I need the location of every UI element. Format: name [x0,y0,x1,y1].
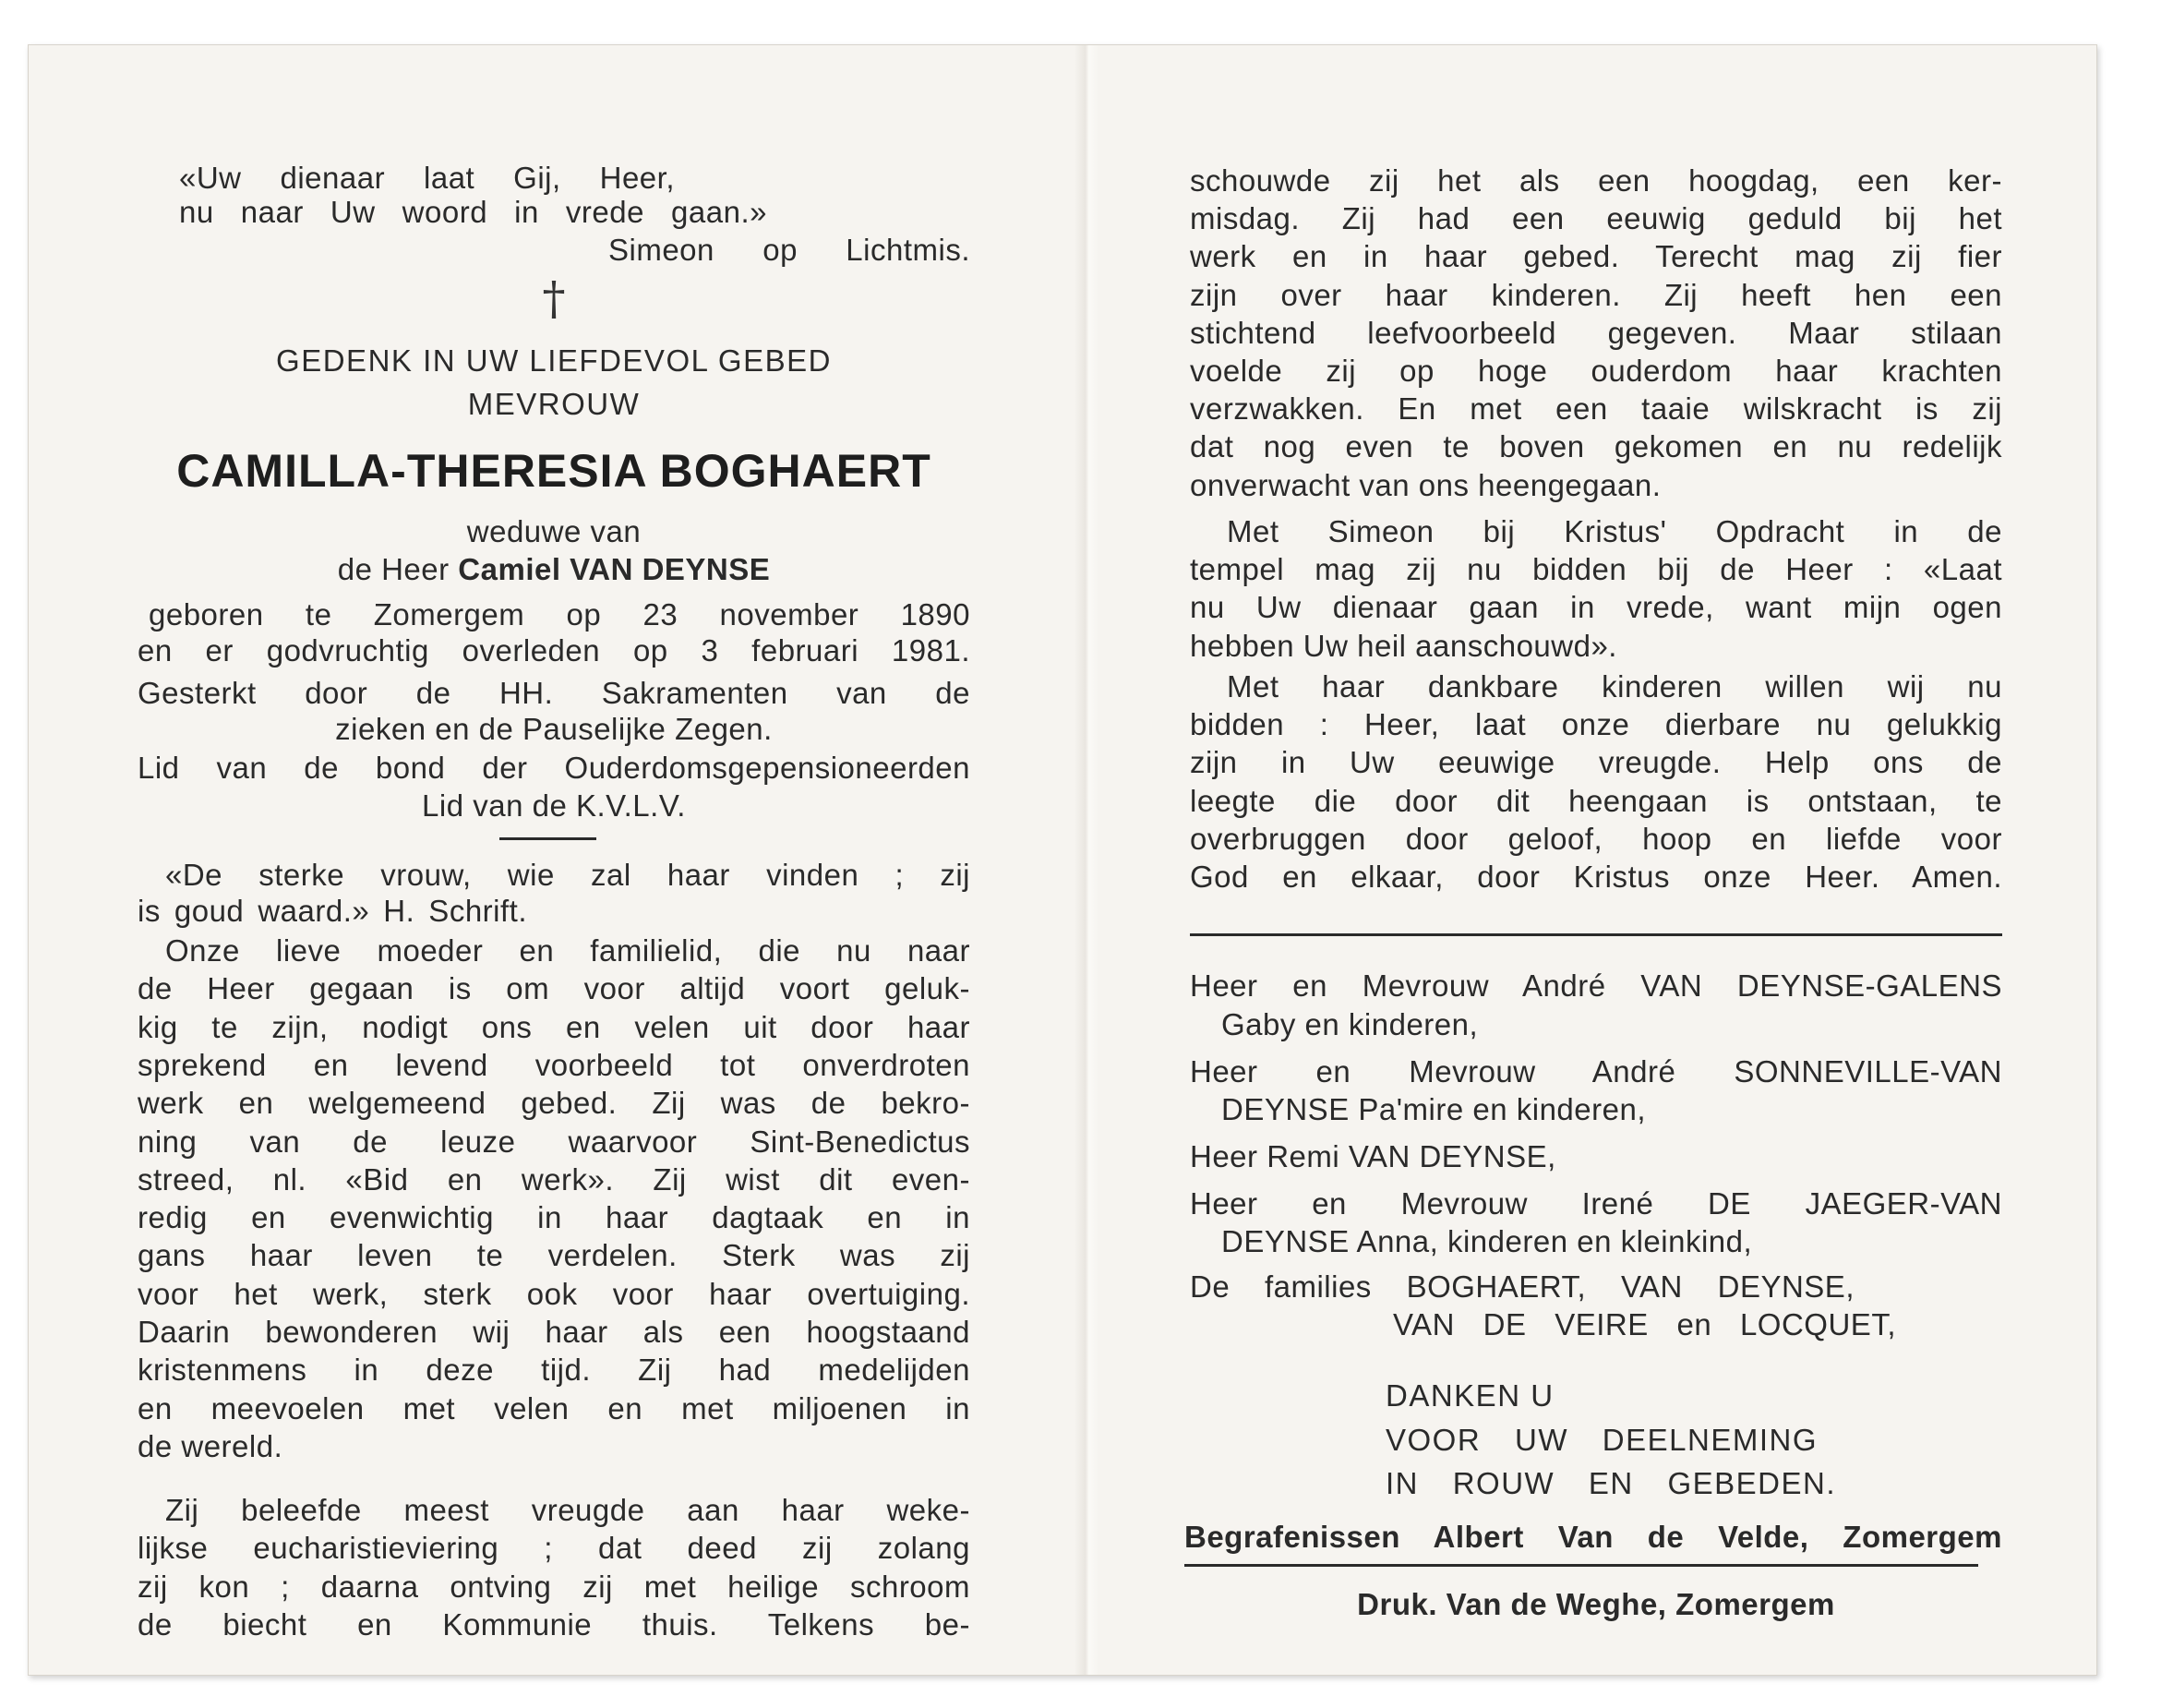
quote-source: Simeon op Lichtmis. [608,233,970,267]
member-line: Lid van de K.V.L.V. [422,788,686,823]
family-line: De families BOGHAERT, VAN DEYNSE, [1190,1269,1855,1304]
text-line: lijkse eucharistieviering ; dat deed zij zolang [138,1531,970,1566]
spouse-prefix: de Heer [337,552,450,586]
family-line: DEYNSE Pa'mire en kinderen, [1221,1092,1646,1126]
scripture-line: is goud waard.» H. Schrift. [138,894,527,928]
family-line: Heer en Mevrouw André SONNEVILLE-VAN [1190,1054,2002,1089]
text-line: Onze lieve moeder en familielid, die nu naar [165,933,970,968]
divider [1184,1564,1978,1567]
text-line: misdag. Zij had een eeuwig geduld bij het [1190,201,2002,236]
divider [499,837,596,840]
text-line: sprekend en levend voorbeeld tot onverdroten [138,1047,970,1082]
text-line: overbruggen door geloof, hoop en liefde voor [1190,821,2002,856]
text-line: voor het werk, sterk ook voor haar overtuiging. [138,1276,970,1311]
text-line: zijn over haar kinderen. Zij heeft hen een [1190,277,2002,312]
sacrament-line: Gesterkt door de HH. Sakramenten van de [138,676,970,710]
text-line: de wereld. [138,1428,283,1463]
text-line: streed, nl. «Bid en werk». Zij wist dit even- [138,1161,970,1197]
memorial-card [28,44,2097,1676]
gedenk-heading: GEDENK IN UW LIEFDEVOL GEBED [276,343,832,378]
text-line: bidden : Heer, laat onze dierbare nu gelukkig [1190,707,2002,742]
member-line: Lid van de bond der Ouderdomsgepensioneerden [138,751,970,785]
text-line: kig te zijn, nodigt ons en velen uit door haar [138,1009,970,1044]
thanks-line: VOOR UW DEELNEMING [1386,1423,1818,1457]
text-line: hebben Uw heil aanschouwd». [1190,628,1617,663]
text-line: dat nog even te boven gekomen en nu redelijk [1190,429,2002,464]
opening-quote-line: «Uw dienaar laat Gij, Heer, [179,161,675,195]
text-line: Zij beleefde meest vreugde aan haar weke- [165,1493,970,1527]
text-line: en meevoelen met velen en met miljoenen in [138,1390,970,1425]
thanks-line: DANKEN U [1386,1378,1555,1413]
text-line: tempel mag zij nu bidden bij de Heer : «Laat [1190,552,2002,587]
family-line: Heer Remi VAN DEYNSE, [1190,1139,1556,1173]
thanks-line: IN ROUW EN GEBEDEN. [1386,1466,1836,1500]
text-line: werk en welgemeend gebed. Zij was de bekro- [138,1086,970,1121]
text-line: leegte die door dit heengaan is ontstaan, te [1190,783,2002,818]
family-line: DEYNSE Anna, kinderen en kleinkind, [1221,1224,1753,1258]
text-line: onverwacht van ons heengegaan. [1190,467,1662,502]
undertaker-line: Begrafenissen Albert Van de Velde, Zomergem [1184,1520,2002,1554]
family-line: VAN DE VEIRE en LOCQUET, [1393,1307,1896,1341]
birth-line: geboren te Zomergem op 23 november 1890 [149,597,970,631]
text-line: werk en in haar gebed. Terecht mag zij fier [1190,239,2002,274]
text-line: de biecht en Kommunie thuis. Telkens be- [138,1606,970,1642]
cross-icon: † [542,271,566,325]
family-line: Heer en Mevrouw André VAN DEYNSE-GALENS [1190,968,2002,1003]
sacrament-line: zieken en de Pauselijke Zegen. [335,712,773,746]
opening-quote-line: nu naar Uw woord in vrede gaan.» [179,195,767,229]
family-line: Gaby en kinderen, [1221,1007,1479,1041]
divider [1190,933,2002,936]
text-line: schouwde zij het als een hoogdag, een ker- [1190,163,2002,198]
deceased-name: CAMILLA-THERESIA BOGHAERT [176,445,931,497]
printer-line: Druk. Van de Weghe, Zomergem [1357,1587,1835,1621]
text-line: Met Simeon bij Kristus' Opdracht in de [1227,514,2002,548]
text-line: voelde zij op hoge ouderdom haar krachten [1190,354,2002,388]
left-panel [138,45,970,1675]
scripture-line: «De sterke vrouw, wie zal haar vinden ; zij [165,858,970,892]
text-line: de Heer gegaan is om voor altijd voort geluk- [138,971,970,1006]
text-line: stichtend leefvoorbeeld gegeven. Maar stilaan [1190,315,2002,350]
spouse-name: Camiel VAN DEYNSE [458,552,771,586]
text-line: kristenmens in deze tijd. Zij had medelijden [138,1353,970,1388]
text-line: God en elkaar, door Kristus onze Heer. Amen. [1190,860,2002,894]
right-panel [1184,45,2002,1675]
text-line: verzwakken. En met een taaie wilskracht is zij [1190,391,2002,427]
text-line: zij kon ; daarna ontving zij met heilige schroom [138,1569,970,1604]
death-line: en er godvruchtig overleden op 3 februari 1981. [138,633,970,668]
text-line: nu Uw dienaar gaan in vrede, want mijn ogen [1190,590,2002,625]
family-line: Heer en Mevrouw Irené DE JAEGER-VAN [1190,1186,2002,1221]
text-line: redig en evenwichtig in haar dagtaak en in [138,1200,970,1235]
text-line: zijn in Uw eeuwige vreugde. Help ons de [1190,745,2002,780]
text-line: Daarin bewonderen wij haar als een hoogstaand [138,1315,970,1349]
text-line: ning van de leuze waarvoor Sint-Benedictus [138,1124,970,1159]
card-fold [1074,45,1099,1675]
text-line: gans haar leven te verdelen. Sterk was zij [138,1238,970,1273]
text-line: Met haar dankbare kinderen willen wij nu [1227,669,2002,704]
spouse-line [138,552,970,587]
mevrouw-heading: MEVROUW [467,387,641,421]
weduwe-line: weduwe van [466,514,642,548]
